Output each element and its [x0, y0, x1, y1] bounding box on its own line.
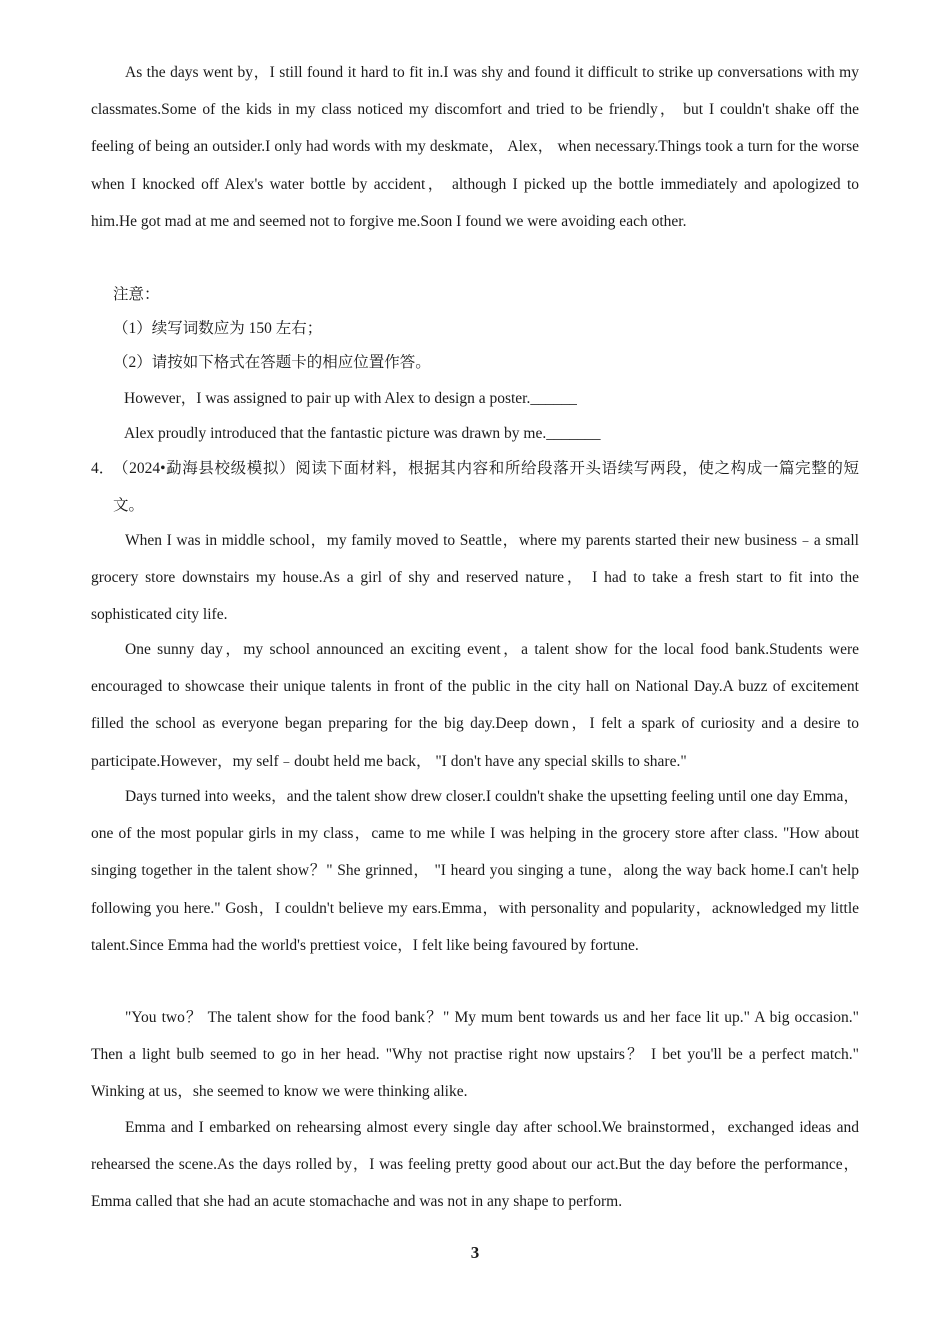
writing-prompt-1: However，I was assigned to pair up with Alex to design a poster.______	[124, 390, 577, 407]
notes-heading: 注意：	[113, 286, 160, 303]
notes-item-1: （1）续写词数应为 150 左右；	[113, 320, 323, 337]
story-paragraph-1: When I was in middle school，my family moved to Seattle，where my parents started their new business﹣a small grocery store downstairs my house.As a girl of shy and reserved nature， I had to take a fresh start to fit into the sophisticated city life.	[91, 532, 859, 624]
question-instruction: （2024•勐海县校级模拟）阅读下面材料，根据其内容和所给段落开头语续写两段，使之构成一篇完整的短文。	[113, 460, 859, 514]
writing-prompt-2: Alex proudly introduced that the fantastic picture was drawn by me._______	[124, 425, 601, 442]
story-paragraph-4: "You two？ The talent show for the food bank？" My mum bent towards us and her face lit up." A big occasion." Then a light bulb seemed to go in her head. "Why not practise right now upstairs？ I bet you'll be a perfect match." Winking at us，she seemed to know we were thinking alike.	[91, 1009, 859, 1101]
notes-item-2: （2）请按如下格式在答题卡的相应位置作答。	[113, 354, 431, 371]
story-paragraph-intro: As the days went by，I still found it hard to fit in.I was shy and found it difficult to strike up conversations with my classmates.Some of the kids in my class noticed my discomfort and tried to be friendly， but I couldn't shake off the feeling of being an outsider.I only had words with my deskmate， Alex， when necessary.Things took a turn for the worse when I knocked off Alex's water bottle by accident， although I picked up the bottle immediately and apologized to him.He got mad at me and seemed not to forgive me.Soon I found we were avoiding each other.	[91, 64, 859, 230]
question-number: 4．	[91, 460, 115, 477]
story-paragraph-3: Days turned into weeks，and the talent show drew closer.I couldn't shake the upsetting feeling until one day Emma，one of the most popular girls in my class，came to me while I was helping in the grocery store after class. "How about singing together in the talent show？" She grinned， "I heard you singing a tune，along the way back home.I can't help following you here." Gosh，I couldn't believe my ears.Emma，with personality and popularity，acknowledged my little talent.Since Emma had the world's prettiest voice，I felt like being favoured by fortune.	[91, 788, 859, 954]
page-number: 3	[470, 1243, 480, 1262]
story-paragraph-5: Emma and I embarked on rehearsing almost every single day after school.We brainstormed，exchanged ideas and rehearsed the scene.As the days rolled by，I was feeling pretty good about our act.But the day before the performance，Emma called that she had an acute stomachache and was not in any shape to perform.	[91, 1119, 859, 1211]
story-paragraph-2: One sunny day，my school announced an exciting event，a talent show for the local food bank.Students were encouraged to showcase their unique talents in front of the public in the city hall on National Day.A buzz of excitement filled the school as everyone began preparing for the big day.Deep down，I felt a spark of curiosity and a desire to participate.However，my self﹣doubt held me back， "I don't have any special skills to share."	[91, 641, 859, 770]
